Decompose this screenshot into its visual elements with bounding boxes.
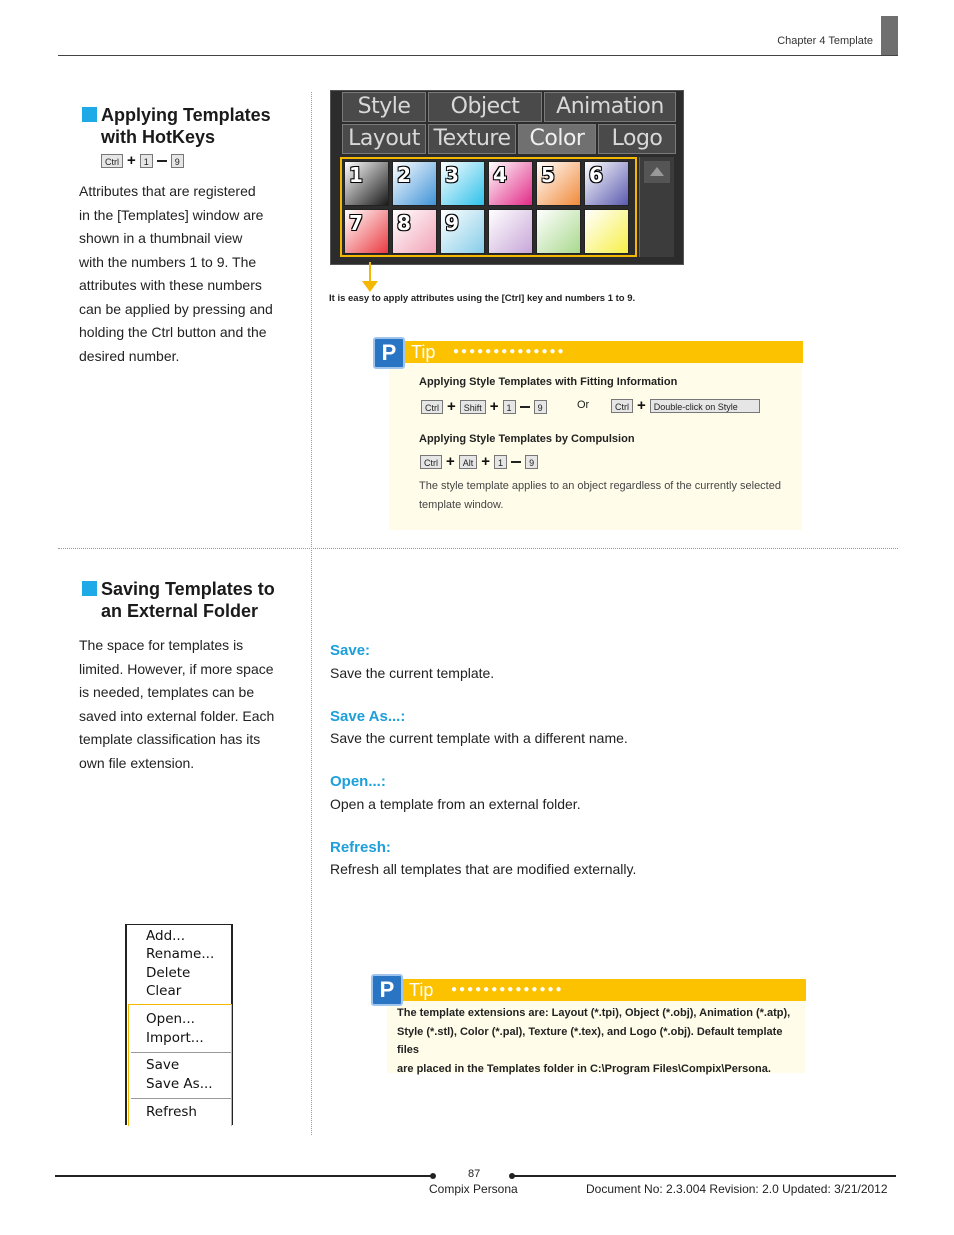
tip-heading-compulsion: Applying Style Templates by Compulsion [419, 433, 635, 445]
key-1: 1 [494, 455, 507, 469]
thumbnail-number: 8 [397, 211, 411, 235]
templates-panel [330, 90, 684, 265]
pointer-arrow-icon [362, 281, 378, 292]
tip-extensions-text: The template extensions are: Layout (*.tpi), Object (*.obj), Animation (*.atp), Style (*.stl), Color (*.pal), Texture (*.tex), and Logo (*.obj). Default template files are placed in the Templates folder in C:\Program Files\Compix\Persona. [397, 1007, 791, 1075]
footer-dot [430, 1173, 436, 1179]
hotkey-combo [101, 152, 184, 170]
desc-save-as: Save the current template with a different name. [330, 730, 628, 746]
page-number: 87 [468, 1168, 481, 1180]
menu-item-rename[interactable]: Rename... [146, 946, 215, 962]
template-context-menu [125, 924, 233, 1125]
tab-object[interactable]: Object [428, 92, 542, 122]
desc-save: Save the current template. [330, 665, 495, 681]
thumbnail-number: 4 [493, 163, 507, 187]
plus-icon: + [637, 397, 646, 415]
menu-separator [131, 1052, 231, 1053]
plus-icon: + [127, 152, 136, 170]
panel-caption: It is easy to apply attributes using the [Ctrl] key and numbers 1 to 9. [329, 293, 636, 304]
hotkey-combo-fitting [421, 398, 547, 416]
thumbnail-number: 7 [349, 211, 363, 235]
tip-note: The style template applies to an object regardless of the currently selected template window. [419, 480, 781, 511]
term-save: Save: [330, 642, 371, 659]
desc-open: Open a template from an external folder. [330, 796, 581, 812]
section-marker [82, 581, 97, 596]
tip-dots: ●●●●●●●●●●●●●● [453, 346, 566, 357]
tab-style[interactable]: Style [342, 92, 426, 122]
key-9: 9 [525, 455, 538, 469]
menu-item-refresh[interactable]: Refresh [146, 1104, 197, 1120]
ctrl-key: Ctrl [101, 154, 123, 168]
scroll-up-arrow-icon[interactable] [644, 161, 670, 183]
section-title-saving: Saving Templates to an External Folder [101, 579, 275, 621]
menu-item-add[interactable]: Add... [146, 928, 186, 944]
key-1: 1 [503, 400, 516, 414]
footer-rule-left [55, 1175, 433, 1177]
menu-item-save[interactable]: Save [146, 1057, 180, 1073]
range-dash [520, 406, 530, 408]
tip-label: Tip [409, 980, 434, 1000]
menu-item-open[interactable]: Open... [146, 1011, 195, 1027]
tip-label: Tip [411, 342, 436, 362]
plus-icon: + [447, 398, 456, 416]
menu-item-clear[interactable]: Clear [146, 983, 182, 999]
term-save-as: Save As...: [330, 708, 406, 725]
term-refresh: Refresh: [330, 839, 391, 856]
section-title-hotkeys: Applying Templates with HotKeys [101, 105, 271, 147]
tip-header-bar [389, 341, 803, 363]
panel-scrollbar[interactable] [639, 157, 674, 257]
or-label: Or [577, 399, 590, 411]
thumbnail-number: 5 [541, 163, 555, 187]
tip-header-bar [387, 979, 806, 1001]
persona-logo-icon: P [371, 974, 403, 1006]
saving-description: The space for templates is limited. However, if more space is needed, templates can be saved into external folder. Each template classification has its own file extension. [79, 637, 275, 771]
plus-icon: + [446, 453, 455, 471]
menu-item-delete[interactable]: Delete [146, 965, 191, 981]
thumbnail-number: 1 [349, 163, 363, 187]
section-marker [82, 107, 97, 122]
thumbnail-number: 6 [589, 163, 603, 187]
highlight-frame [340, 157, 637, 257]
tab-animation[interactable]: Animation [544, 92, 676, 122]
plus-icon: + [489, 398, 499, 416]
term-open: Open...: [330, 773, 386, 790]
tip-dots: ●●●●●●●●●●●●●● [451, 984, 564, 995]
tab-layout[interactable]: Layout [342, 124, 426, 154]
tab-texture[interactable]: Texture [428, 124, 516, 154]
header-tab-block [881, 16, 898, 56]
persona-logo-icon: P [373, 337, 405, 369]
footer-doc-info: Document No: 2.3.004 Revision: 2.0 Updated: 3/21/2012 [586, 1182, 888, 1196]
ctrl-key: Ctrl [611, 399, 633, 413]
header-rule [58, 55, 898, 56]
tip-heading-fitting: Applying Style Templates with Fitting Information [419, 376, 678, 388]
key-1: 1 [140, 154, 153, 168]
menu-item-import[interactable]: Import... [146, 1030, 204, 1046]
thumbnail-number: 3 [445, 163, 459, 187]
shift-key: Shift [460, 400, 486, 414]
ctrl-key: Ctrl [421, 400, 443, 414]
section-divider [58, 548, 898, 549]
column-divider [311, 92, 312, 1135]
double-click-key: Double-click on Style [650, 399, 760, 413]
thumbnail-number: 9 [445, 211, 459, 235]
tab-logo[interactable]: Logo [598, 124, 676, 154]
hotkeys-description: Attributes that are registered in the [Templates] window are shown in a thumbnail view with the numbers 1 to 9. The attributes with these numbers can be applied by pressing and holding the Ctrl button and the desired number. [79, 183, 273, 364]
key-9: 9 [171, 154, 184, 168]
range-dash [157, 160, 167, 162]
menu-separator [131, 1098, 231, 1099]
chapter-label: Chapter 4 Template [777, 35, 873, 47]
plus-icon: + [481, 453, 491, 471]
tab-color[interactable]: Color [518, 124, 596, 154]
footer-product: Compix Persona [429, 1182, 518, 1196]
hotkey-combo-dblclick [611, 397, 760, 415]
thumbnail-number: 2 [397, 163, 411, 187]
hotkey-combo-compulsion [420, 453, 538, 471]
pointer-arrow-line [369, 262, 371, 282]
range-dash [511, 461, 521, 463]
menu-item-save-as[interactable]: Save As... [146, 1076, 213, 1092]
alt-key: Alt [459, 455, 478, 469]
key-9: 9 [534, 400, 547, 414]
desc-refresh: Refresh all templates that are modified externally. [330, 861, 637, 877]
footer-rule-right [513, 1175, 896, 1177]
ctrl-key: Ctrl [420, 455, 442, 469]
